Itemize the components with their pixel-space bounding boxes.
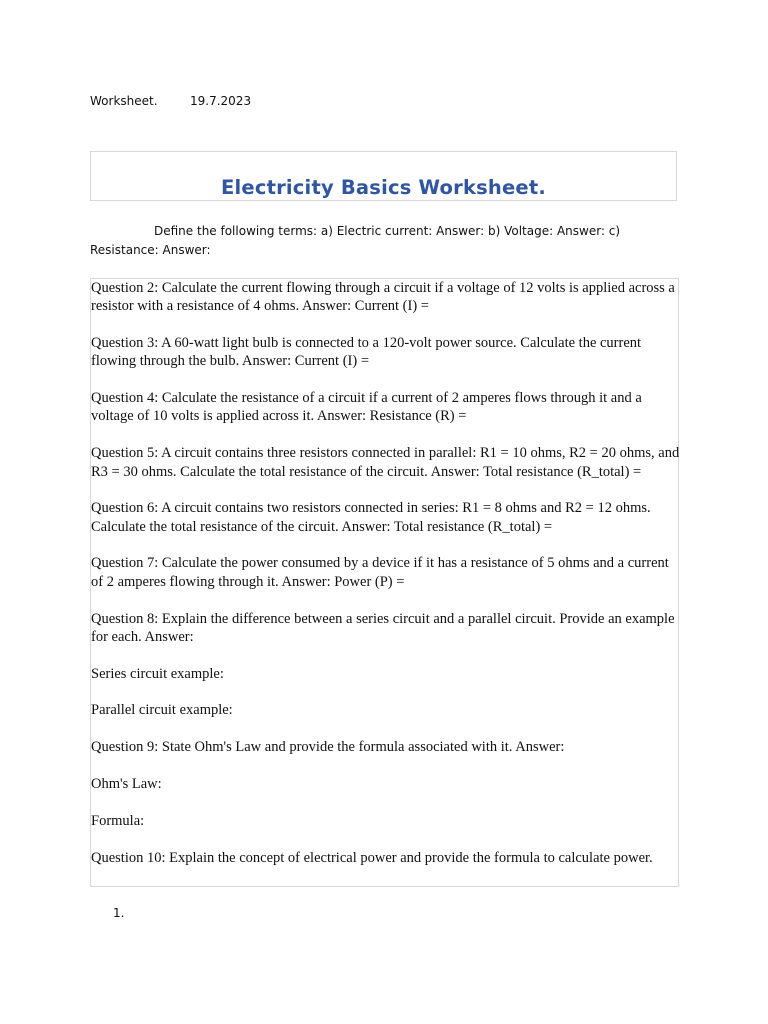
title-box [90,151,677,201]
worksheet-title: Electricity Basics Worksheet. [220,176,546,199]
question-6: Question 6: A circuit contains two resistors connected in series: R1 = 8 ohms and R2 = 12 ohms. Calculate the total resistance of the circuit. Answer: Total resistance (R_total) = [91,500,651,535]
question-7: Question 7: Calculate the power consumed by a device if it has a resistance of 5 ohms and a current of 2 amperes flowing through it. Answer: Power (P) = [91,555,669,590]
parallel-circuit-example: Parallel circuit example: [91,702,233,719]
question-2: Question 2: Calculate the current flowing through a circuit if a voltage of 12 volts is applied across a resistor with a resistance of 4 ohms. Answer: Current (I) = [91,280,675,315]
ohms-law-label: Ohm's Law: [91,776,162,793]
question-9: Question 9: State Ohm's Law and provide the formula associated with it. Answer: [91,739,565,756]
series-circuit-example: Series circuit example: [91,665,224,682]
header-date: 19.7.2023 [190,94,252,108]
question-10: Question 10: Explain the concept of electrical power and provide the formula to calculate power. [91,849,653,866]
formula-label: Formula: [91,812,145,829]
question-5: Question 5: A circuit contains three resistors connected in parallel: R1 = 10 ohms, R2 = 20 ohms, and R3 = 30 ohms. Calculate the total resistance of the circuit. Answer: Total resistance (R_total) = [91,445,680,480]
question-4: Question 4: Calculate the resistance of a circuit if a current of 2 amperes flows through it and a voltage of 10 volts is applied across it. Answer: Resistance (R) = [91,390,642,425]
header-label: Worksheet. [90,94,158,108]
question-8: Question 8: Explain the difference between a series circuit and a parallel circuit. Provide an example for each. Answer: [91,610,675,645]
define-terms-paragraph: Define the following terms: a) Electric current: Answer: b) Voltage: Answer: c) Resistance: Answer: [90,224,621,257]
question-3: Question 3: A 60-watt light bulb is connected to a 120-volt power source. Calculate the current flowing through the bulb. Answer: Current (I) = [91,335,642,370]
list-marker: 1. [113,906,125,920]
questions-box [90,278,679,887]
